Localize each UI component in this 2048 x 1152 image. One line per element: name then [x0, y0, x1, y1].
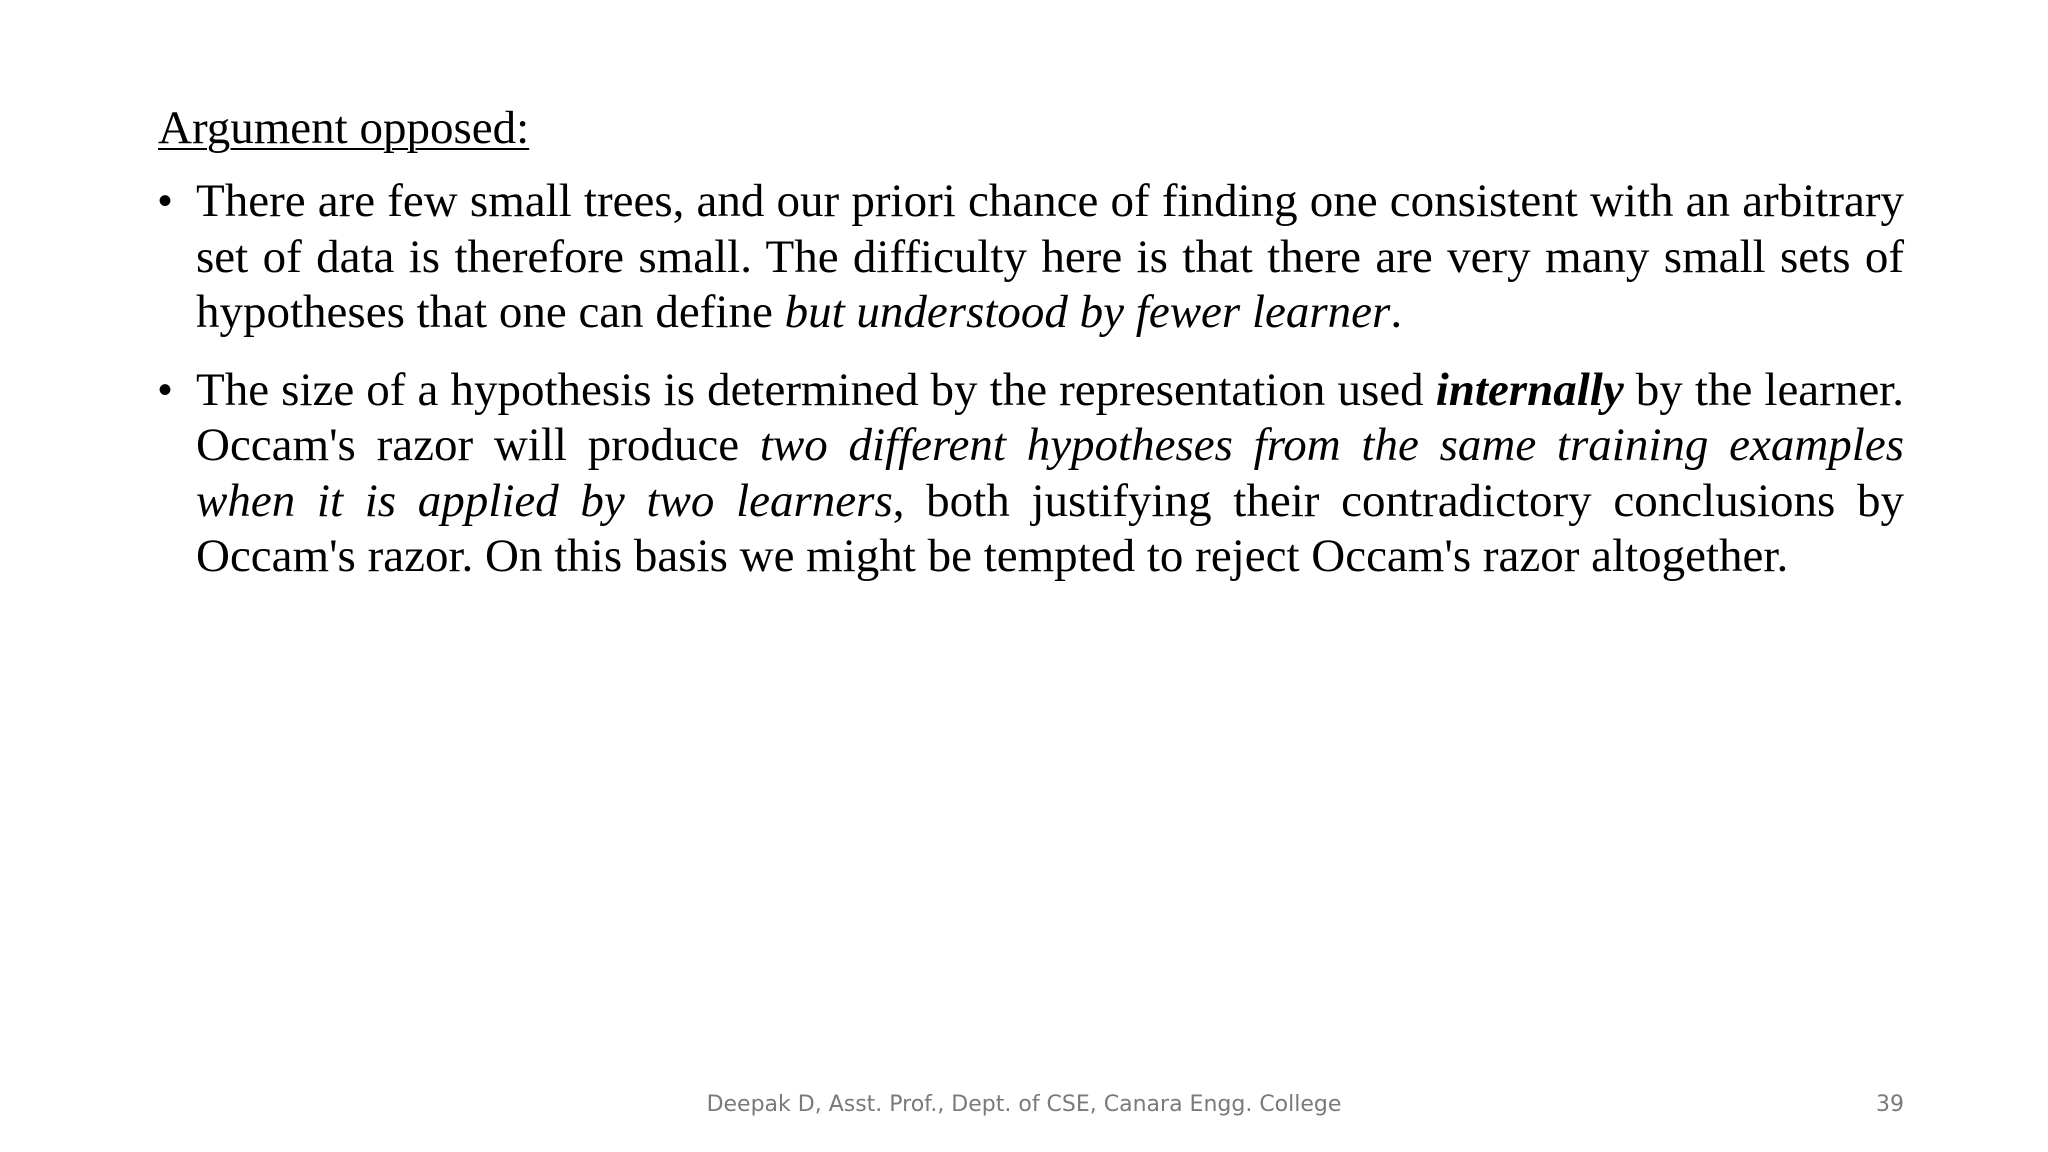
bullet-icon: • [158, 367, 173, 412]
bullet-list [158, 174, 1904, 585]
page-number: 39 [1876, 1092, 1904, 1117]
bullet-text-bold-italic: internally [1435, 363, 1624, 416]
bullet-text-italic: two different hypotheses from the same training examples when it is applied by two learners [196, 419, 1904, 527]
slide-content [158, 100, 1904, 607]
bullet-item [158, 363, 1904, 585]
bullet-icon: • [158, 179, 173, 223]
bullet-text: , both justifying their contradictory conclusions by Occam's razor. On this basis we might be tempted to reject Occam's razor altogether. [196, 474, 1904, 582]
bullet-item [158, 174, 1904, 341]
bullet-text: The size of a hypothesis is determined by the representation used [196, 363, 1436, 416]
bullet-text-italic: but understood by fewer learner [784, 286, 1391, 338]
footer-author: Deepak D, Asst. Prof., Dept. of CSE, Canara Engg. College [706, 1092, 1342, 1117]
bullet-text: There are few small trees, and our priori chance of finding one consistent with an arbitrary set of data is therefore small. The difficulty here is that there are very many small sets of hypotheses that one can define [196, 175, 1904, 338]
bullet-text: . [1390, 286, 1403, 338]
slide-heading: Argument opposed: [158, 102, 530, 154]
bullet-text: by the learner. Occam's razor will produce [196, 363, 1904, 471]
